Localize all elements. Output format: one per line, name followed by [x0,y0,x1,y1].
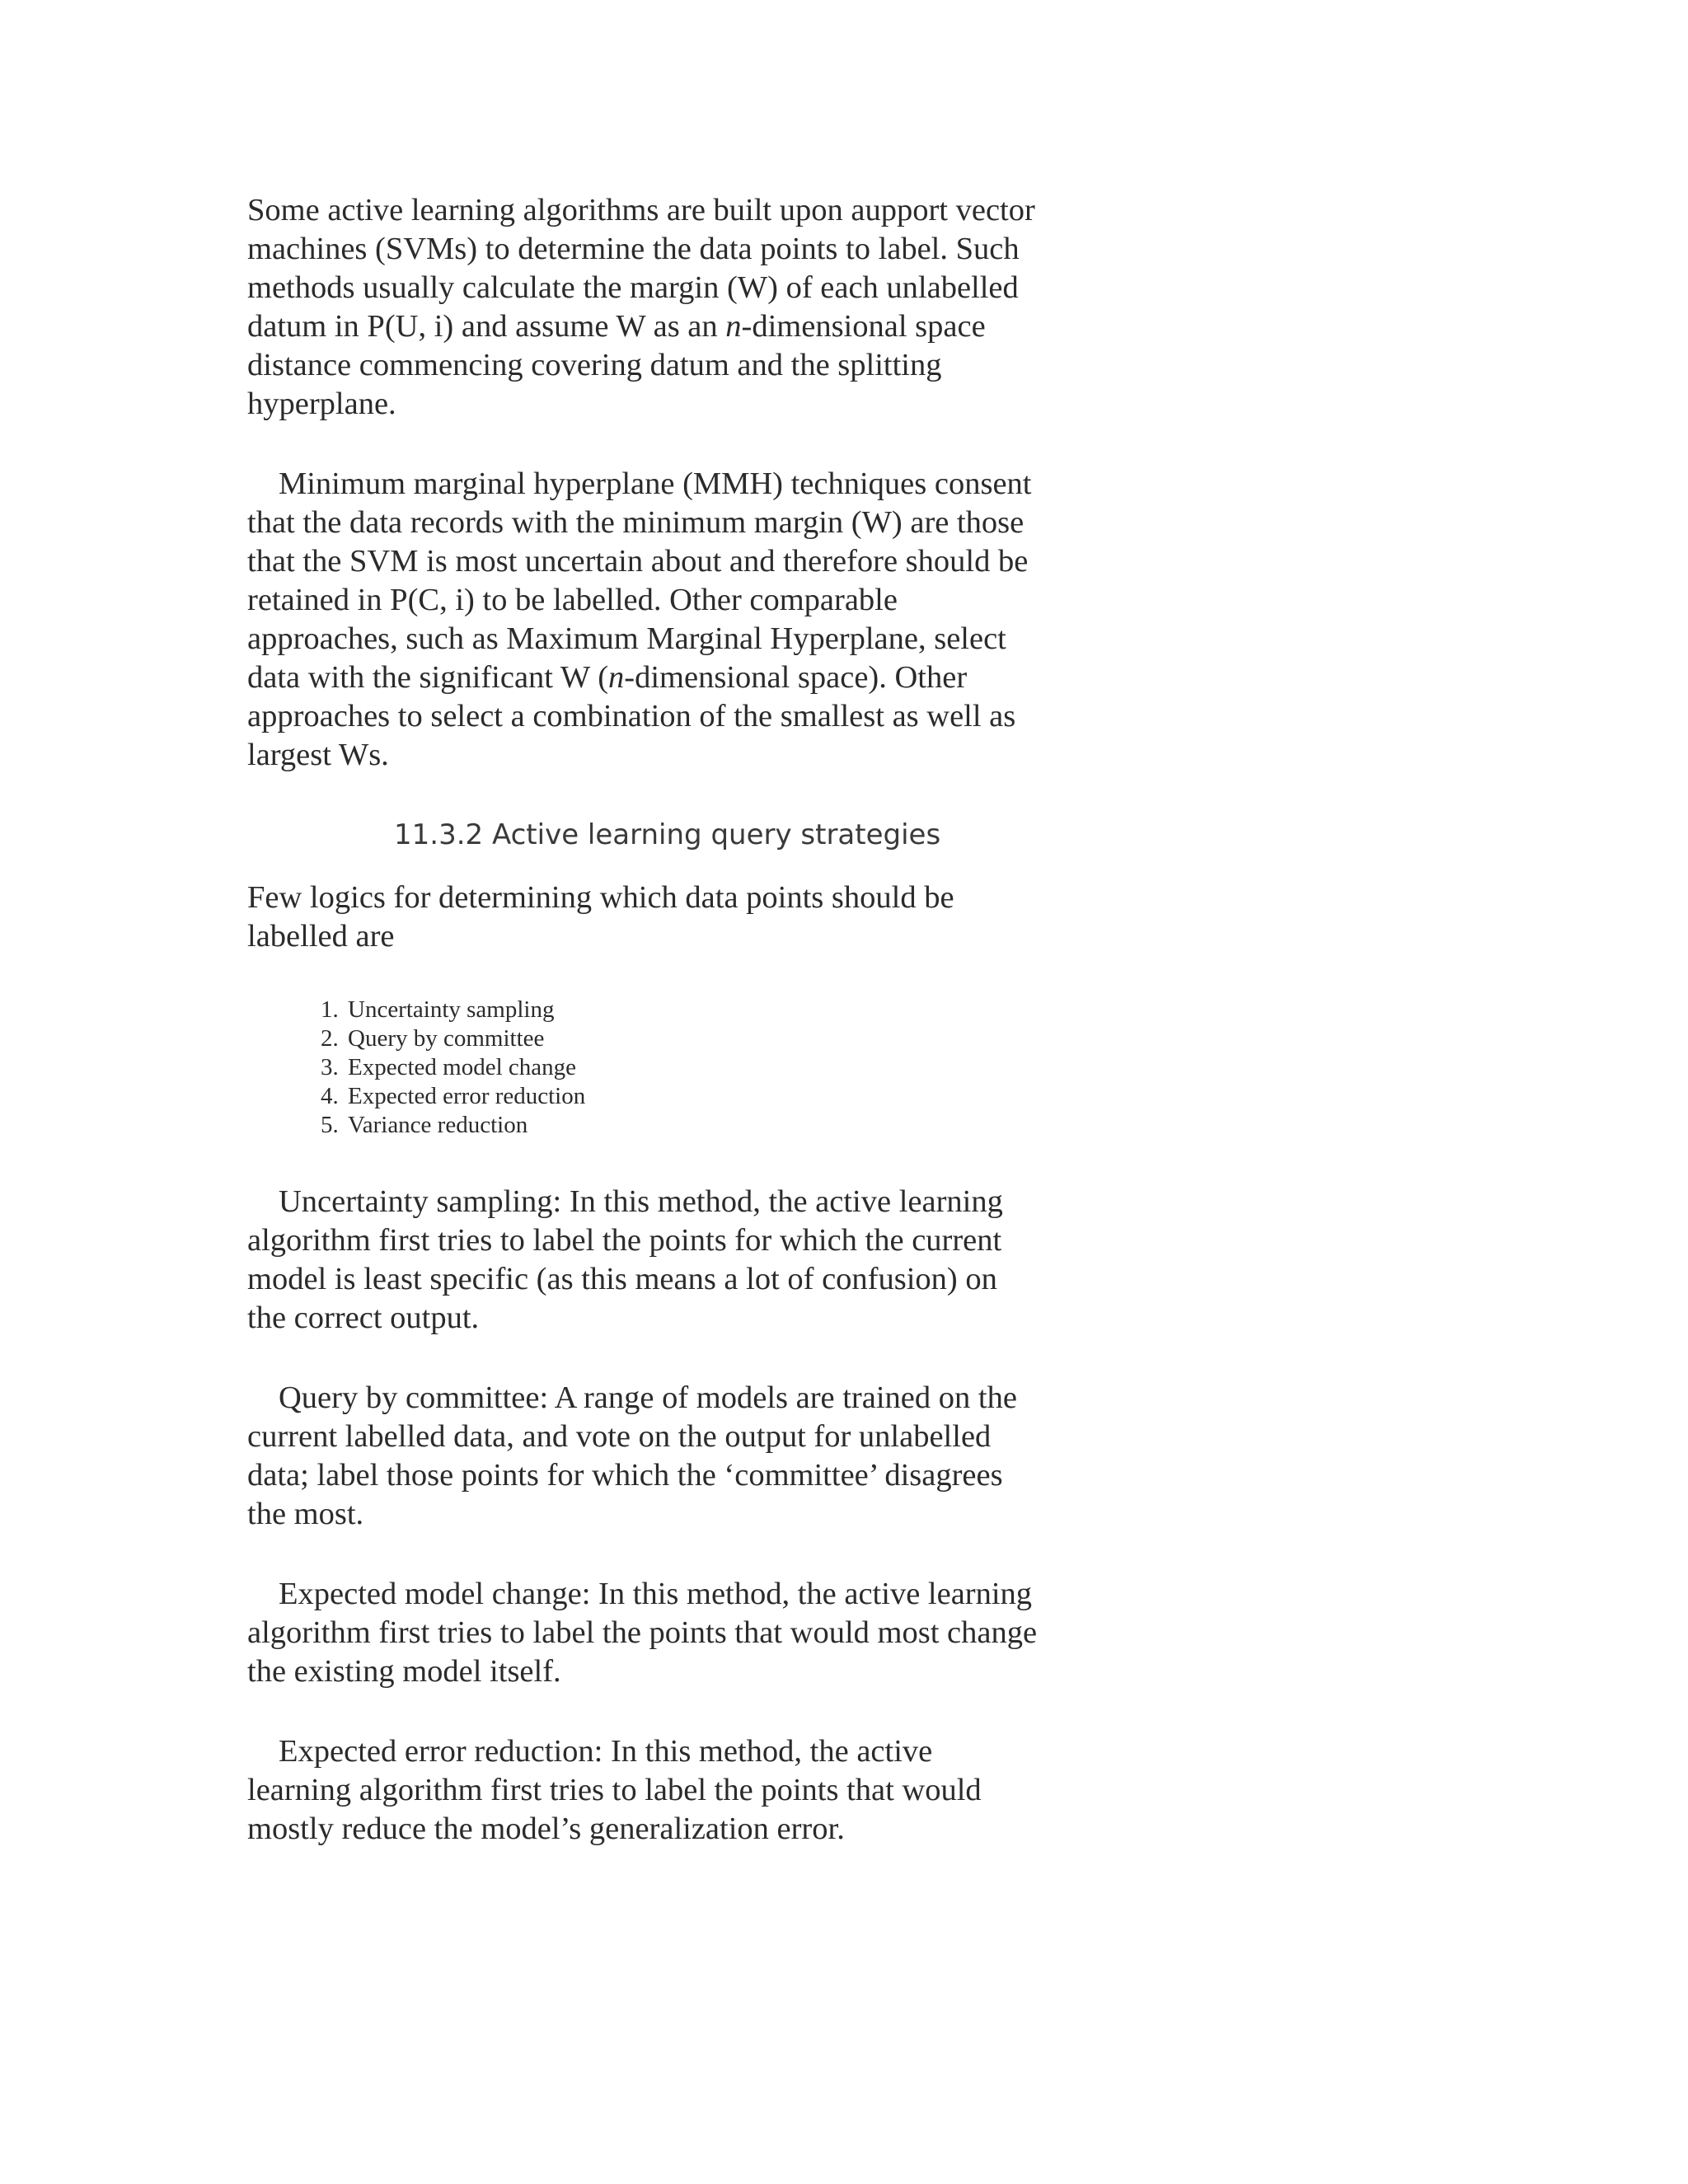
text-column [247,191,1039,1890]
paragraph-expected-error-reduction: Expected error reduction: In this method, the active learning algorithm first tries to label the points that would mostly reduce the model’s generalization error. [247,1734,982,1846]
paragraph-text: -dimensional space distance commencing covering datum and the splitting hyperplane. [247,309,986,421]
list-item: 2. Query by committee [345,1024,1039,1053]
paragraph-expected-model-change: Expected model change: In this method, the active learning algorithm first tries to label the points that would most change the existing model itself. [247,1577,1038,1689]
list-item: 1. Uncertainty sampling [345,996,1039,1024]
paragraph-svm-intro [247,191,1039,424]
paragraph-query-by-committee: Query by committee: A range of models are trained on the current labelled data, and vote on the output for unlabelled data; label those points for which the ‘committee’ disagrees the most. [247,1380,1017,1531]
paragraph-text: Some active learning algorithms are built upon aupport vector machines (SVMs) to determine the data points to label. Such methods usually calculate the margin (W) of each unlabelled datum in P(U, i) and assume W as an [247,193,1035,344]
list-item: 3. Expected model change [345,1053,1039,1082]
list-item: 5. Variance reduction [345,1111,1039,1140]
paragraph-text: -dimensional space). Other approaches to select a combination of the smallest as well as largest Ws. [247,660,1016,772]
paragraph-mmh [247,465,1039,775]
paragraph-uncertainty-sampling: Uncertainty sampling: In this method, the active learning algorithm first tries to label the points for which the current model is least specific (as this means a lot of confusion) on the correct output. [247,1184,1003,1335]
paragraph-strategies-intro: Few logics for determining which data points should be labelled are [247,880,954,954]
section-heading: 11.3.2 Active learning query strategies [394,818,941,851]
paragraph-text: Minimum marginal hyperplane (MMH) techniques consent that the data records with the minimum margin (W) are those that the SVM is most uncertain about and therefore should be retained in P(C, i) to be labelled. Other comparable approaches, such as Maximum Marginal Hyperplane, select data with the significant W ( [247,466,1032,695]
italic-variable: n [725,309,742,344]
list-item: 4. Expected error reduction [345,1082,1039,1111]
strategies-list [247,996,1039,1140]
italic-variable: n [608,660,625,695]
